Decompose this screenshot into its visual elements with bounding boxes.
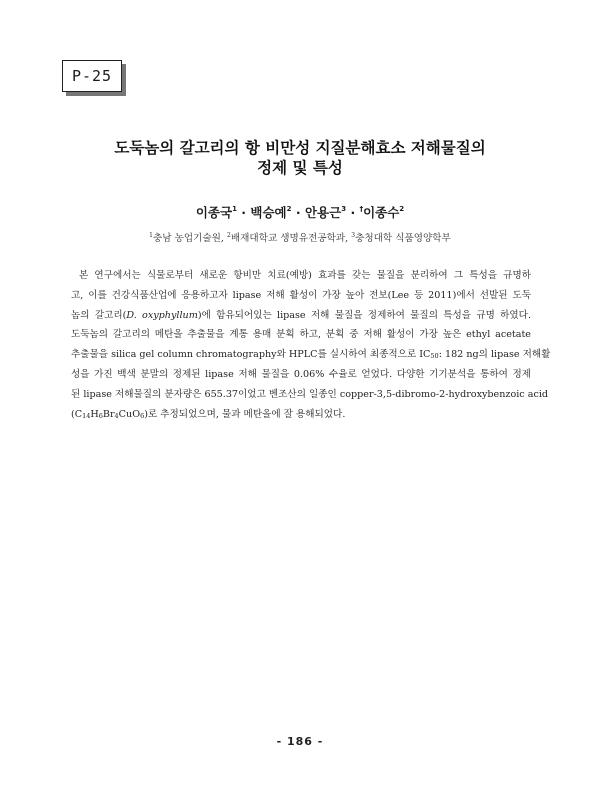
- species-name: D. oxyphyllum: [126, 309, 198, 321]
- affiliation-1: 충남 농업기술원,: [153, 233, 224, 244]
- ic50-subscript: 50: [430, 352, 439, 361]
- affiliation-list: [40, 230, 560, 244]
- poster-number-badge: [62, 60, 122, 92]
- author-4-name: 이종수: [363, 205, 400, 220]
- author-list: [40, 203, 560, 221]
- author-4-affil-mark: 2: [399, 204, 405, 213]
- formula-part: (C: [71, 408, 83, 420]
- formula-part: H: [90, 408, 99, 420]
- affiliation-1-mark: 1: [149, 231, 153, 239]
- abstract-line: 본 연구에서는 식물로부터 새로운 항비만 치료(예방) 효과를 갖는 물질을 분리하여 그 특성을 규명하: [79, 270, 531, 281]
- author-separator: ·: [295, 205, 301, 220]
- abstract-line: [71, 405, 531, 425]
- abstract-text: 놈의 갈고리(: [71, 309, 127, 321]
- abstract-line: 성을 가진 백색 분말의 정제된 lipase 저해 물질을 0.06% 수율로 얻었다. 다양한 기기분석을 통하여 정제: [71, 368, 531, 380]
- abstract-text: : 182 ng의 lipase 저해활: [438, 349, 551, 361]
- author-3-name: 안용근: [304, 205, 342, 220]
- affiliation-3-mark: 3: [351, 231, 356, 239]
- formula-subscript: 14: [82, 411, 91, 420]
- affiliation-2-mark: 2: [227, 231, 231, 239]
- formula-part: CuO: [118, 408, 141, 420]
- author-2-affil-mark: 2: [286, 204, 292, 213]
- formula-subscript: 4: [114, 411, 119, 420]
- affiliation-2: 배재대학교 생명유전공학과,: [230, 233, 349, 244]
- abstract-line: 도둑놈의 갈고리의 메탄올 추출물을 계통 용매 분획 하고, 분획 중 저해 활성이 가장 높은 ethyl acetate: [71, 329, 531, 341]
- author-separator: ·: [241, 205, 247, 220]
- abstract-line: [71, 345, 551, 365]
- formula-part: Br: [102, 408, 115, 420]
- formula-subscript: 6: [98, 411, 103, 420]
- corresponding-author-mark: †: [359, 204, 364, 213]
- author-separator: ·: [350, 205, 356, 220]
- abstract-line: 된 lipase 저해물질의 분자량은 655.37이었고 벤조산의 일종인 copper-3,5-dibromo-2-hydroxybenzoic acid: [71, 388, 549, 400]
- abstract-line: [71, 306, 531, 326]
- abstract-body: [71, 266, 551, 424]
- paper-title-line-1: 도둑놈의 갈고리의 항 비만성 지질분해효소 저해물질의: [114, 139, 486, 157]
- poster-number-label: P-25: [71, 67, 113, 85]
- paper-title-line-2: 정제 및 특성: [257, 159, 343, 177]
- abstract-text: )로 추정되었으며, 물과 메탄올에 잘 용해되었다.: [144, 408, 346, 420]
- author-1-name: 이종국: [195, 205, 233, 220]
- page-number: - 186 -: [276, 735, 324, 748]
- affiliation-3: 충청대학 식품영양학부: [355, 233, 451, 244]
- abstract-line: 고, 이를 건강식품산업에 응용하고자 lipase 저해 활성이 가장 높아 전보(Lee 등 2011)에서 선발된 도둑: [71, 289, 531, 301]
- author-1-affil-mark: 1: [232, 204, 237, 213]
- abstract-text: 추출물을 silica gel column chromatography와 HPLC를 실시하여 최종적으로 IC: [71, 349, 431, 361]
- author-3-affil-mark: 3: [341, 204, 347, 213]
- abstract-text: )에 함유되어있는 lipase 저해 물질을 정제하여 물질의 특성을 규명 하였다.: [197, 309, 531, 321]
- author-2-name: 백승예: [250, 205, 287, 220]
- formula-subscript: 6: [140, 411, 145, 420]
